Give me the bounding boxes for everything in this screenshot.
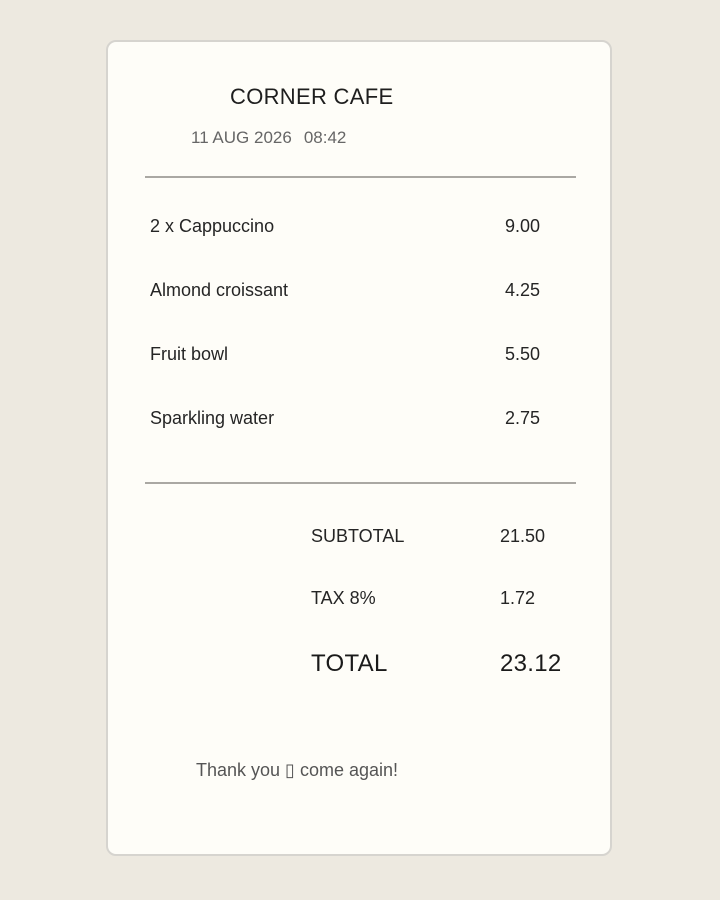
item-price: 2.75 <box>505 408 541 428</box>
list-item <box>150 270 550 334</box>
item-price: 5.50 <box>505 344 541 364</box>
item-price: 9.00 <box>505 216 541 236</box>
total-label: TOTAL <box>311 650 388 677</box>
item-name: Fruit bowl <box>150 344 229 364</box>
tax-label: TAX 8% <box>311 588 376 608</box>
subtotal-value: 21.50 <box>500 526 546 546</box>
divider-top <box>145 176 576 178</box>
list-item <box>150 206 550 270</box>
item-price: 4.25 <box>505 280 541 300</box>
item-name: Sparkling water <box>150 408 275 428</box>
item-name: 2 x Cappuccino <box>150 216 275 236</box>
thank-you-message: Thank you ▯ come again! <box>196 760 399 780</box>
receipt <box>106 40 612 856</box>
store-name: CORNER CAFE <box>230 84 394 109</box>
receipt-time: 08:42 <box>303 128 347 147</box>
item-list <box>150 206 550 462</box>
divider-mid <box>145 482 576 484</box>
receipt-date: 11 AUG 2026 <box>191 128 292 147</box>
item-name: Almond croissant <box>150 280 289 300</box>
receipt-datetime <box>191 128 346 148</box>
list-item <box>150 334 550 398</box>
tax-value: 1.72 <box>500 588 536 608</box>
subtotal-label: SUBTOTAL <box>311 526 405 546</box>
list-item <box>150 398 550 462</box>
total-value: 23.12 <box>500 650 562 677</box>
